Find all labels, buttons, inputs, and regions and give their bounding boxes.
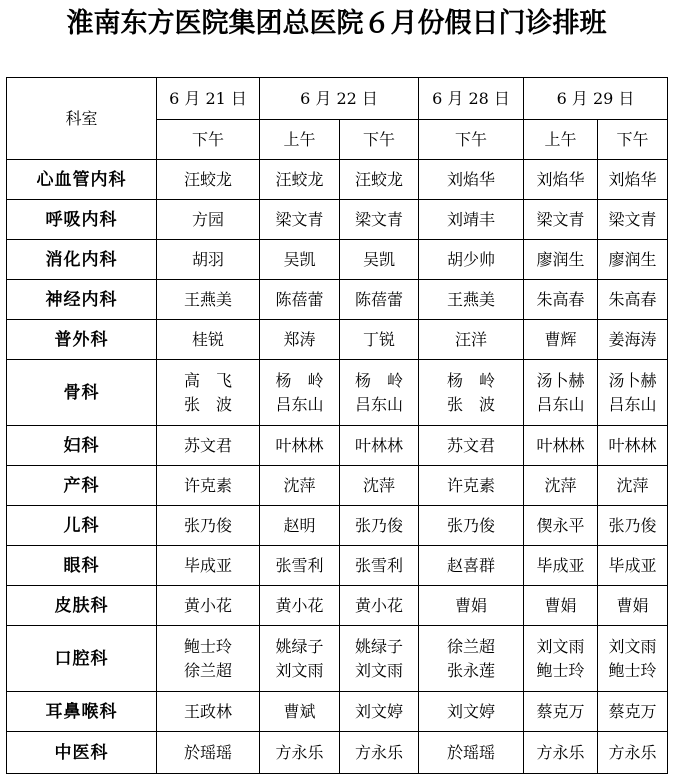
dept-name: 儿科 [7, 506, 157, 546]
table-row [7, 280, 668, 320]
doctor-cell [340, 586, 419, 626]
table-row [7, 506, 668, 546]
doctor-name: 沈萍 [544, 475, 577, 495]
date-header-jun22: 6 月 22 日 [260, 78, 419, 120]
doctor-cell [340, 200, 419, 240]
doctor-cell [340, 732, 419, 774]
doctor-name: 朱高春 [608, 289, 657, 309]
doctor-cell [524, 320, 598, 360]
date-header-jun28: 6 月 28 日 [419, 78, 524, 120]
doctor-cell [419, 200, 524, 240]
doctor-name: 方园 [191, 209, 224, 229]
doctor-name: 杨 岭 [354, 370, 403, 390]
doctor-cell [260, 426, 340, 466]
doctor-name: 蔡克万 [536, 701, 585, 721]
doctor-cell [260, 200, 340, 240]
doctor-cell [157, 586, 260, 626]
doctor-name: 黄小花 [183, 595, 232, 615]
doctor-cell [260, 240, 340, 280]
doctor-cell [260, 160, 340, 200]
doctor-name: 於瑶瑶 [183, 742, 232, 762]
doctor-name: 高 飞 [183, 370, 232, 390]
doctor-name: 曹斌 [283, 701, 316, 721]
doctor-cell [598, 466, 668, 506]
doctor-name: 叶林林 [608, 435, 657, 455]
dept-name: 心血管内科 [7, 160, 157, 200]
doctor-cell [157, 320, 260, 360]
doctor-cell [340, 240, 419, 280]
doctor-cell [524, 466, 598, 506]
session-header: 下午 [340, 120, 419, 160]
doctor-name: 刘文雨 [354, 660, 403, 680]
table-row [7, 586, 668, 626]
doctor-name: 偰永平 [536, 515, 585, 535]
doctor-cell [260, 546, 340, 586]
doctor-cell [260, 466, 340, 506]
header-date-row [7, 78, 668, 120]
doctor-cell [340, 426, 419, 466]
doctor-cell [340, 466, 419, 506]
dept-name: 普外科 [7, 320, 157, 360]
dept-name: 中医科 [7, 732, 157, 774]
doctor-cell [598, 426, 668, 466]
doctor-cell [524, 586, 598, 626]
doctor-cell [260, 586, 340, 626]
doctor-name: 丁锐 [362, 329, 395, 349]
table-row [7, 320, 668, 360]
doctor-cell [157, 626, 260, 692]
doctor-name: 陈蓓蕾 [275, 289, 324, 309]
doctor-cell [340, 280, 419, 320]
dept-name: 口腔科 [7, 626, 157, 692]
doctor-name: 刘焰华 [536, 169, 585, 189]
doctor-cell [340, 506, 419, 546]
doctor-cell [598, 586, 668, 626]
doctor-cell [340, 160, 419, 200]
doctor-cell [524, 360, 598, 426]
doctor-name: 王燕美 [446, 289, 495, 309]
doctor-name: 毕成亚 [608, 555, 657, 575]
doctor-name: 梁文青 [354, 209, 403, 229]
doctor-name: 鲍士玲 [183, 636, 232, 656]
dept-name: 骨科 [7, 360, 157, 426]
dept-name: 皮肤科 [7, 586, 157, 626]
doctor-name: 张乃俊 [608, 515, 657, 535]
doctor-name: 沈萍 [362, 475, 395, 495]
table-row [7, 692, 668, 732]
doctor-name: 杨 岭 [446, 370, 495, 390]
doctor-cell [340, 626, 419, 692]
doctor-name: 张乃俊 [446, 515, 495, 535]
doctor-cell [419, 692, 524, 732]
doctor-name: 胡羽 [191, 249, 224, 269]
doctor-name: 吴凯 [362, 249, 395, 269]
doctor-name: 黄小花 [275, 595, 324, 615]
doctor-cell [419, 626, 524, 692]
doctor-name: 汪洋 [454, 329, 487, 349]
doctor-cell [157, 240, 260, 280]
dept-name: 产科 [7, 466, 157, 506]
doctor-cell [260, 506, 340, 546]
doctor-name: 姜海涛 [608, 329, 657, 349]
doctor-cell [598, 506, 668, 546]
doctor-name: 叶林林 [536, 435, 585, 455]
doctor-name: 张乃俊 [354, 515, 403, 535]
date-header-jun21: 6 月 21 日 [157, 78, 260, 120]
doctor-name: 徐兰超 [183, 660, 232, 680]
doctor-cell [598, 200, 668, 240]
doctor-name: 胡少帅 [446, 249, 495, 269]
session-header: 上午 [260, 120, 340, 160]
doctor-cell [524, 732, 598, 774]
doctor-cell [598, 626, 668, 692]
table-row [7, 160, 668, 200]
doctor-cell [598, 360, 668, 426]
doctor-name: 郑涛 [283, 329, 316, 349]
doctor-cell [524, 506, 598, 546]
doctor-name: 方永乐 [354, 742, 403, 762]
doctor-name: 汪蛟龙 [354, 169, 403, 189]
schedule-table [6, 77, 668, 774]
doctor-name: 方永乐 [536, 742, 585, 762]
dept-name: 呼吸内科 [7, 200, 157, 240]
doctor-cell [419, 732, 524, 774]
doctor-cell [157, 160, 260, 200]
doctor-name: 吕东山 [354, 394, 403, 414]
table-row [7, 466, 668, 506]
doctor-name: 汤卜赫 [536, 370, 585, 390]
doctor-name: 刘文雨 [608, 636, 657, 656]
doctor-cell [340, 692, 419, 732]
table-row [7, 626, 668, 692]
doctor-cell [260, 360, 340, 426]
session-header: 下午 [419, 120, 524, 160]
doctor-cell [419, 426, 524, 466]
doctor-name: 梁文青 [275, 209, 324, 229]
doctor-name: 汪蛟龙 [183, 169, 232, 189]
doctor-cell [419, 586, 524, 626]
doctor-name: 曹辉 [544, 329, 577, 349]
doctor-name: 张 波 [183, 394, 232, 414]
doctor-cell [340, 360, 419, 426]
doctor-name: 梁文青 [536, 209, 585, 229]
doctor-name: 吕东山 [608, 394, 657, 414]
dept-name: 眼科 [7, 546, 157, 586]
session-header: 下午 [598, 120, 668, 160]
doctor-name: 许克素 [183, 475, 232, 495]
table-row [7, 732, 668, 774]
doctor-cell [157, 506, 260, 546]
doctor-cell [419, 160, 524, 200]
doctor-name: 张乃俊 [183, 515, 232, 535]
doctor-name: 张雪利 [354, 555, 403, 575]
session-header: 上午 [524, 120, 598, 160]
doctor-cell [157, 692, 260, 732]
doctor-name: 吴凯 [283, 249, 316, 269]
doctor-name: 徐兰超 [446, 636, 495, 656]
doctor-name: 汪蛟龙 [275, 169, 324, 189]
doctor-cell [524, 280, 598, 320]
doctor-cell [598, 160, 668, 200]
doctor-cell [598, 546, 668, 586]
doctor-cell [419, 466, 524, 506]
doctor-name: 张永莲 [446, 660, 495, 680]
doctor-cell [340, 546, 419, 586]
doctor-cell [260, 692, 340, 732]
page-title: 淮南东方医院集团总医院６月份假日门诊排班 [66, 8, 607, 39]
doctor-name: 刘文雨 [275, 660, 324, 680]
doctor-cell [419, 506, 524, 546]
doctor-name: 黄小花 [354, 595, 403, 615]
table-row [7, 240, 668, 280]
doctor-name: 刘文婷 [446, 701, 495, 721]
doctor-name: 姚绿子 [354, 636, 403, 656]
doctor-name: 沈萍 [283, 475, 316, 495]
doctor-name: 叶林林 [354, 435, 403, 455]
doctor-name: 鲍士玲 [608, 660, 657, 680]
doctor-cell [419, 546, 524, 586]
doctor-cell [260, 320, 340, 360]
doctor-cell [157, 280, 260, 320]
doctor-name: 苏文君 [446, 435, 495, 455]
table-row [7, 200, 668, 240]
table-row [7, 426, 668, 466]
doctor-cell [419, 360, 524, 426]
doctor-cell [157, 466, 260, 506]
doctor-name: 刘焰华 [608, 169, 657, 189]
doctor-name: 陈蓓蕾 [354, 289, 403, 309]
doctor-cell [598, 280, 668, 320]
doctor-name: 朱高春 [536, 289, 585, 309]
doctor-cell [157, 360, 260, 426]
doctor-cell [419, 320, 524, 360]
doctor-name: 桂锐 [191, 329, 224, 349]
doctor-cell [260, 280, 340, 320]
doctor-cell [524, 426, 598, 466]
doctor-name: 曹娟 [454, 595, 487, 615]
doctor-cell [524, 160, 598, 200]
doctor-name: 赵明 [283, 515, 316, 535]
doctor-cell [524, 240, 598, 280]
table-row [7, 360, 668, 426]
doctor-name: 刘靖丰 [446, 209, 495, 229]
doctor-cell [598, 320, 668, 360]
session-header: 下午 [157, 120, 260, 160]
doctor-name: 王政林 [183, 701, 232, 721]
doctor-name: 姚绿子 [275, 636, 324, 656]
doctor-name: 曹娟 [616, 595, 649, 615]
doctor-name: 曹娟 [544, 595, 577, 615]
doctor-name: 梁文青 [608, 209, 657, 229]
doctor-name: 於瑶瑶 [446, 742, 495, 762]
doctor-cell [157, 200, 260, 240]
doctor-name: 杨 岭 [275, 370, 324, 390]
doctor-name: 刘文雨 [536, 636, 585, 656]
doctor-name: 刘文婷 [354, 701, 403, 721]
doctor-name: 赵喜群 [446, 555, 495, 575]
doctor-name: 苏文君 [183, 435, 232, 455]
doctor-cell [157, 546, 260, 586]
doctor-name: 毕成亚 [183, 555, 232, 575]
doctor-name: 张雪利 [275, 555, 324, 575]
doctor-name: 王燕美 [183, 289, 232, 309]
doctor-name: 方永乐 [608, 742, 657, 762]
dept-name: 神经内科 [7, 280, 157, 320]
doctor-name: 方永乐 [275, 742, 324, 762]
doctor-cell [598, 692, 668, 732]
date-header-jun29: 6 月 29 日 [524, 78, 668, 120]
doctor-cell [598, 732, 668, 774]
dept-name: 耳鼻喉科 [7, 692, 157, 732]
doctor-cell [157, 426, 260, 466]
doctor-name: 许克素 [446, 475, 495, 495]
doctor-name: 鲍士玲 [536, 660, 585, 680]
doctor-name: 廖润生 [536, 249, 585, 269]
doctor-cell [260, 626, 340, 692]
dept-name: 妇科 [7, 426, 157, 466]
doctor-cell [524, 200, 598, 240]
doctor-cell [340, 320, 419, 360]
doctor-name: 汤卜赫 [608, 370, 657, 390]
doctor-cell [524, 626, 598, 692]
doctor-name: 廖润生 [608, 249, 657, 269]
dept-name: 消化内科 [7, 240, 157, 280]
doctor-cell [157, 732, 260, 774]
doctor-name: 吕东山 [275, 394, 324, 414]
doctor-name: 蔡克万 [608, 701, 657, 721]
doctor-name: 叶林林 [275, 435, 324, 455]
doctor-name: 吕东山 [536, 394, 585, 414]
table-row [7, 546, 668, 586]
doctor-cell [598, 240, 668, 280]
doctor-name: 张 波 [446, 394, 495, 414]
doctor-cell [419, 240, 524, 280]
doctor-cell [419, 280, 524, 320]
doctor-name: 毕成亚 [536, 555, 585, 575]
doctor-name: 沈萍 [616, 475, 649, 495]
dept-column-header: 科室 [7, 78, 157, 160]
doctor-name: 刘焰华 [446, 169, 495, 189]
doctor-cell [524, 692, 598, 732]
doctor-cell [524, 546, 598, 586]
doctor-cell [260, 732, 340, 774]
